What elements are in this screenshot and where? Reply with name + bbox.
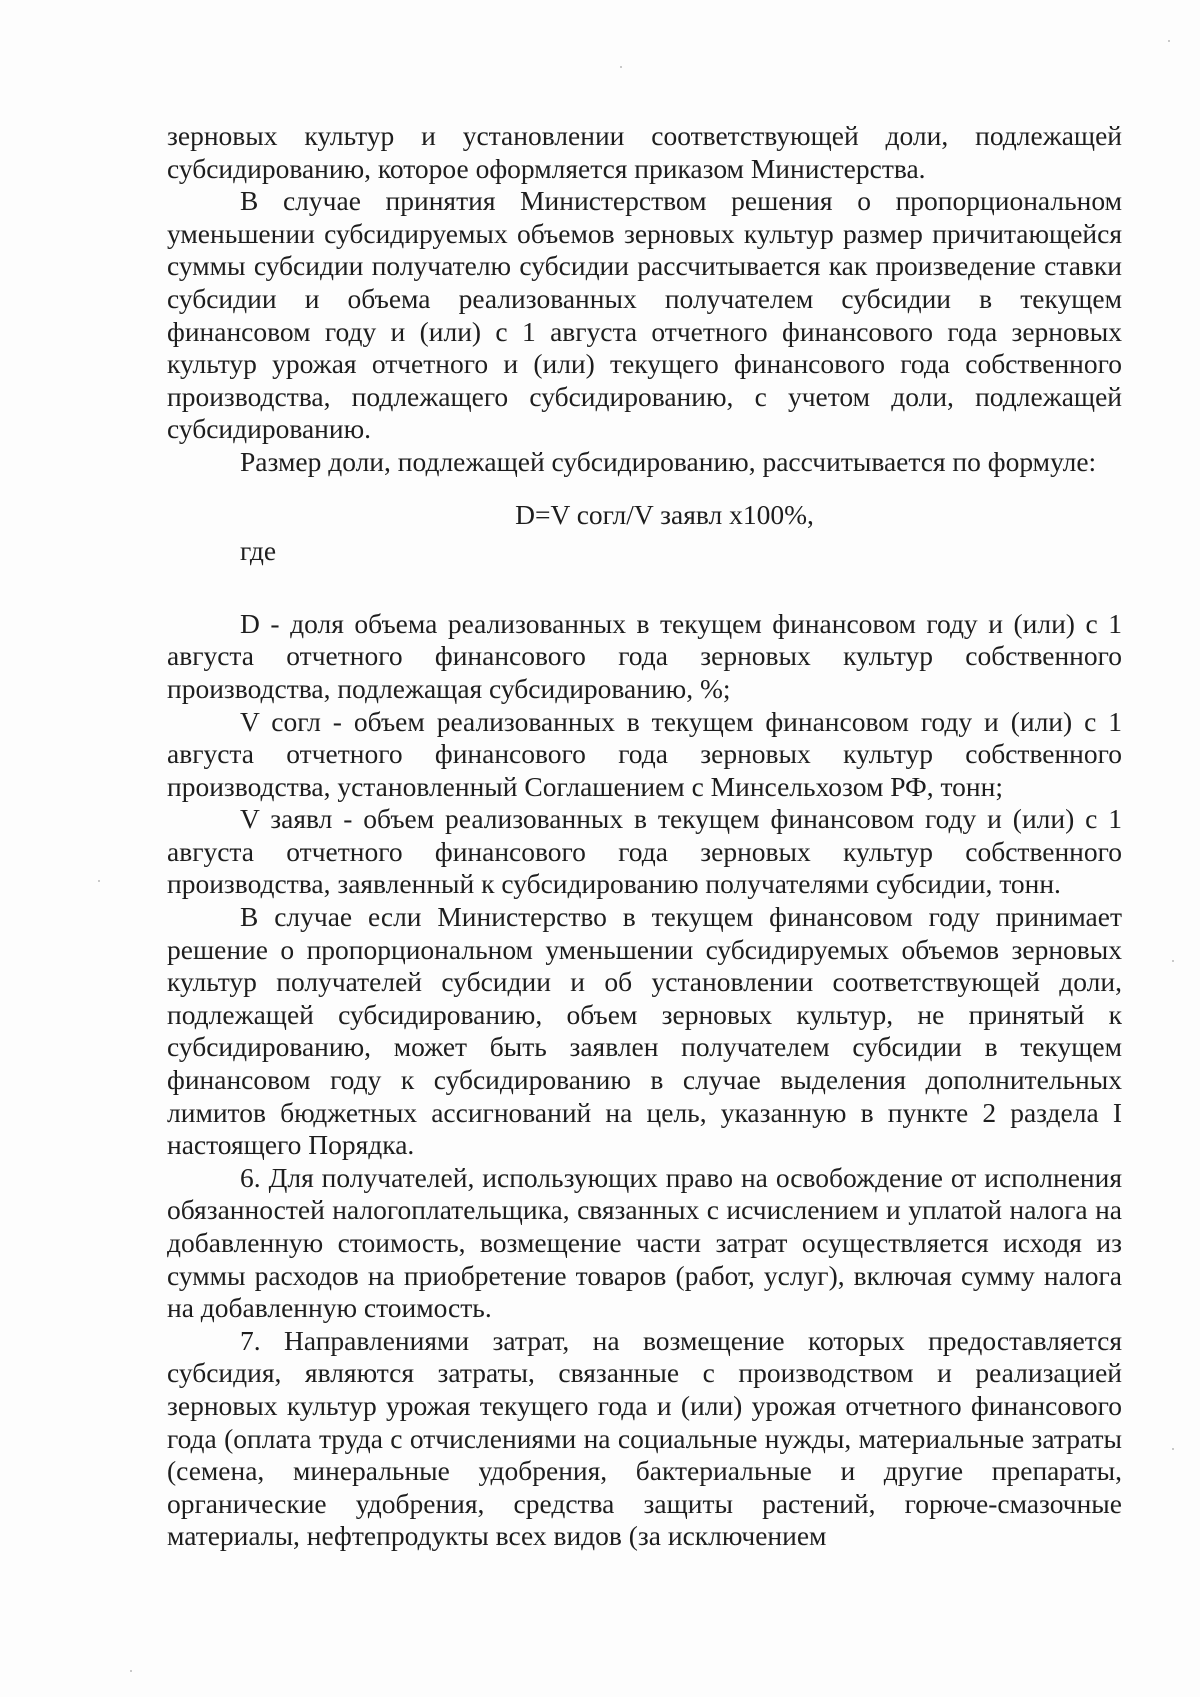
- paragraph-continuation: зерновых культур и установлении соответствующей доли, подлежащей субсидированию, которое оформляется приказом Министерства.: [167, 120, 1122, 184]
- share-formula: D=V согл/V заявл x100%,: [515, 498, 814, 530]
- definition-d: D - доля объема реализованных в текущем финансовом году и (или) с 1 августа отчетного финансового года зерновых культур собственного производства, подлежащая субсидированию, %;: [167, 607, 1122, 704]
- scan-speck: [1172, 1448, 1174, 1450]
- scan-speck: [620, 66, 622, 68]
- scan-speck: [1172, 960, 1174, 962]
- scan-speck: [1168, 40, 1170, 42]
- document-body: [167, 120, 1122, 1553]
- clause-7-cost-directions: 7. Направлениями затрат, на возмещение которых предоставляется субсидия, являются затраты, связанные с производством и реализацией зерновых культур урожая текущего года и (или) урожая отчетного финансового года (оплата труда с отчислениями на социальные нужды, материальные затраты (семена, минеральные удобрения, бактериальные и другие препараты, органические удобрения, средства защиты растений, горюче-смазочные материалы, нефтепродукты всех видов (за исключением: [167, 1324, 1122, 1552]
- formula-where: где: [240, 535, 277, 567]
- scan-speck: [130, 1670, 132, 1672]
- paragraph-proportional-reduction: В случае принятия Министерством решения о пропорциональном уменьшении субсидируемых объемов зерновых культур размер причитающейся суммы субсидии получателю субсидии рассчитывается как произведение ставки субсидии и объема реализованных получателем субсидии в текущем финансовом году и (или) с 1 августа отчетного финансового года зерновых культур урожая отчетного и (или) текущего финансового года собственного производства, подлежащего субсидированию, с учетом доли, подлежащей субсидированию.: [167, 185, 1122, 445]
- paragraph-additional-limits: В случае если Министерство в текущем финансовом году принимает решение о пропорциональном уменьшении субсидируемых объемов зерновых культур получателей субсидии и об установлении соответствующей доли, подлежащей субсидированию, объем зерновых культур, не принятый к субсидированию, может быть заявлен получателем субсидии в текущем финансовом году к субсидированию в случае выделения дополнительных лимитов бюджетных ассигнований на цель, указанную в пункте 2 раздела I настоящего Порядка.: [167, 901, 1122, 1161]
- paragraph-share-formula-intro: Размер доли, подлежащей субсидированию, рассчитывается по формуле:: [240, 445, 1097, 477]
- scan-speck: [98, 880, 100, 882]
- definition-v-sogl: V согл - объем реализованных в текущем финансовом году и (или) с 1 августа отчетного финансового года зерновых культур собственного производства, установленный Соглашением с Минсельхозом РФ, тонн;: [167, 705, 1122, 802]
- definition-v-zayavl: V заявл - объем реализованных в текущем финансовом году и (или) с 1 августа отчетного финансового года зерновых культур собственного производства, заявленный к субсидированию получателями субсидии, тонн.: [167, 803, 1122, 900]
- clause-6-vat-exemption: 6. Для получателей, использующих право на освобождение от исполнения обязанностей налогоплательщика, связанных с исчислением и уплатой налога на добавленную стоимость, возмещение части затрат осуществляется исходя из суммы расходов на приобретение товаров (работ, услуг), включая сумму налога на добавленную стоимость.: [167, 1161, 1122, 1324]
